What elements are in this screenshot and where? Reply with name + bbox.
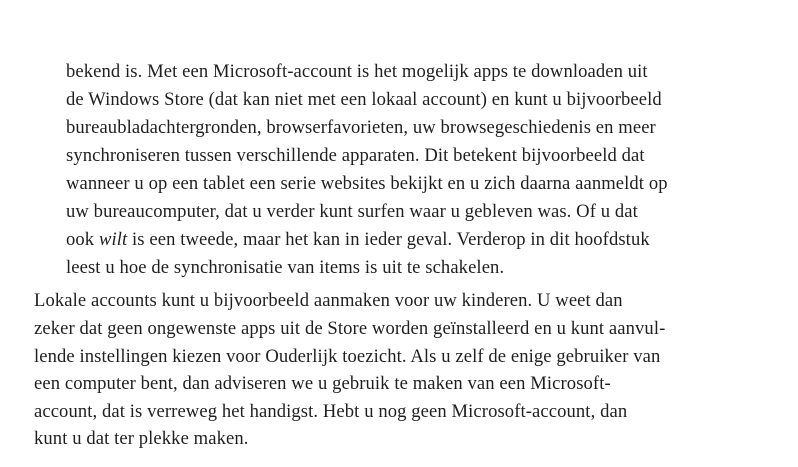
text-line-with-emphasis [66,231,650,250]
text-line: bekend is. Met een Microsoft-account is het mogelijk apps te downloaden uit [66,61,648,82]
text-line: Lokale accounts kunt u bijvoorbeeld aanmaken voor uw kinderen. U weet dan [34,290,623,311]
text-line: een computer bent, dan adviseren we u gebruik te maken van een Microsoft- [34,373,611,394]
text-line: uw bureaucomputer, dat u verder kunt surfen waar u gebleven was. Of u dat [66,201,638,222]
text-segment: ook [66,229,99,250]
text-line: lende instellingen kiezen voor Ouderlijk toezicht. Als u zelf de enige gebruiker van [34,346,661,367]
text-line: wanneer u op een tablet een serie websites bekijkt en u zich daarna aanmeldt op [66,173,668,194]
text-line: bureaubladachtergronden, browserfavorieten, uw browsegeschiedenis en meer [66,117,656,138]
text-line: synchroniseren tussen verschillende apparaten. Dit betekent bijvoorbeeld dat [66,145,645,166]
text-segment: is een tweede, maar het kan in ieder geval. Verderop in dit hoofdstuk [127,229,650,250]
text-line: leest u hoe de synchronisatie van items is uit te schakelen. [66,257,505,278]
text-line: zeker dat geen ongewenste apps uit de Store worden geïnstalleerd en u kunt aanvul- [34,318,666,339]
emphasis-text: wilt [98,229,128,250]
text-line: account, dat is verreweg het handigst. Hebt u nog geen Microsoft-account, dan [34,401,628,422]
text-line: de Windows Store (dat kan niet met een lokaal account) en kunt u bijvoorbeeld [66,89,662,110]
text-line: kunt u dat ter plekke maken. [34,428,249,449]
